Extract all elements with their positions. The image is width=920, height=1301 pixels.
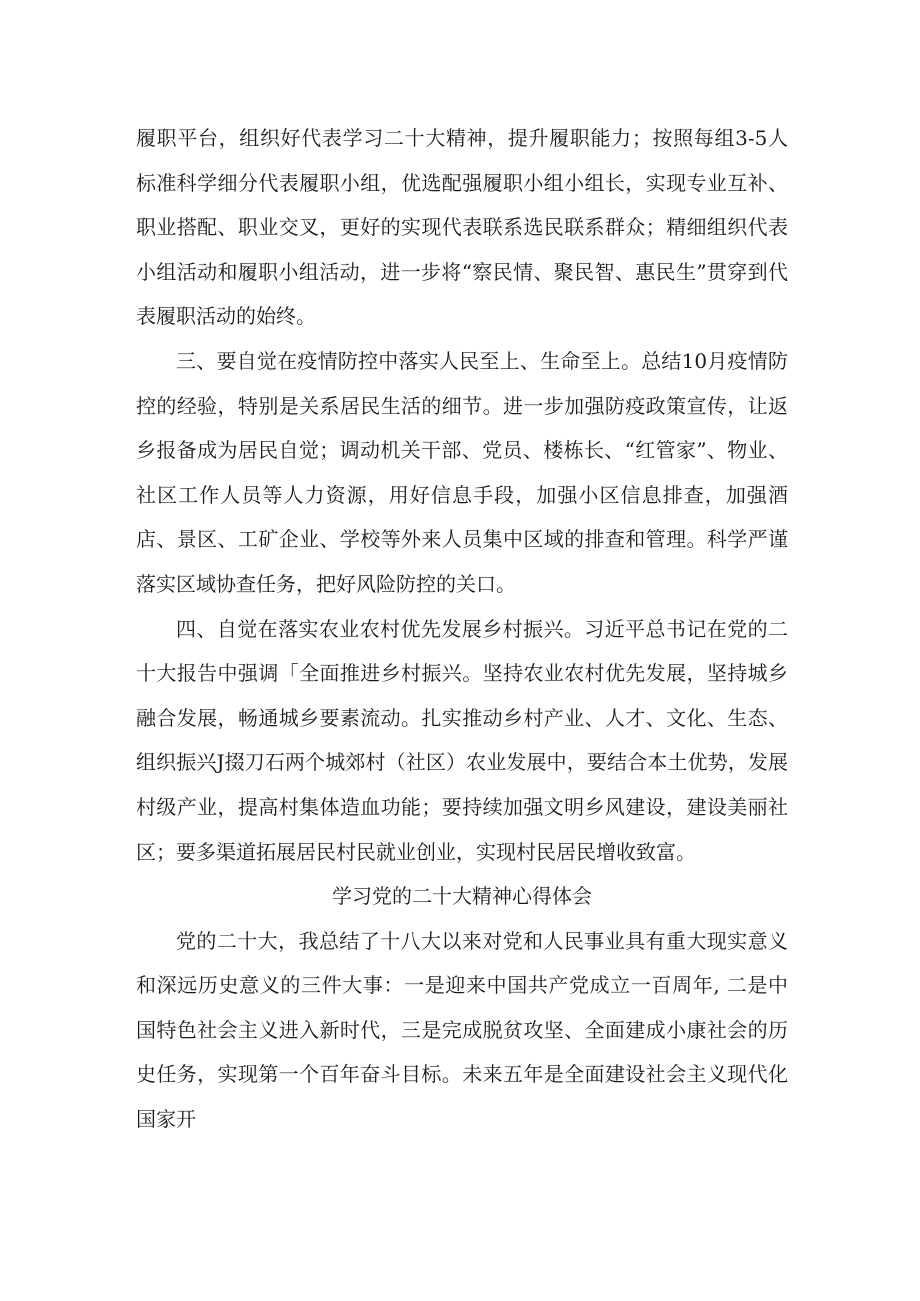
document-page: [136, 116, 788, 1142]
paragraph-rural-revitalization: 四、自觉在落实农业农村优先发展乡村振兴。习近平总书记在党的二十大报告中强调「全面推进乡村振兴。坚持农业农村优先发展，坚持城乡融合发展，畅通城乡要素流动。扎实推动乡村产业、人才、文化、生态、组织振兴J掇刀石两个城郊村（社区）农业发展中，要结合本土优势，发展村级产业，提高村集体造血功能；要持续加强文明乡风建设，建设美丽社区；要多渠道拓展居民村民就业创业，实现村民居民增收致富。: [136, 616, 788, 864]
paragraph-twentieth-congress: 党的二十大，我总结了十八大以来对党和人民事业具有重大现实意义和深远历史意义的三件大事：一是迎来中国共产党成立一百周年, 二是中国特色社会主义进入新时代，三是完成脱贫攻坚、全面建成小康社会的历史任务，实现第一个百年奋斗目标。未来五年是全面建设社会主义现代化国家开: [136, 928, 788, 1132]
paragraph-epidemic-control: 三、要自觉在疫情防控中落实人民至上、生命至上。总结10月疫情防控的经验，特别是关系居民生活的细节。进一步加强防疫政策宣传，让返乡报备成为居民自觉；调动机关干部、党员、楼栋长、“红管家”、物业、社区工作人员等人力资源，用好信息手段，加强小区信息排查，加强酒店、景区、工矿企业、学校等外来人员集中区域的排查和管理。科学严谨落实区域协查任务，把好风险防控的关口。: [136, 348, 788, 596]
paragraph-duty-platform: 履职平台，组织好代表学习二十大精神，提升履职能力；按照每组3-5人标准科学细分代表履职小组，优选配强履职小组小组长，实现专业互补、职业搭配、职业交叉，更好的实现代表联系选民联系群众；精细组织代表小组活动和履职小组活动，进一步将“察民情、聚民智、惠民生”贯穿到代表履职活动的始终。: [136, 126, 788, 329]
section-title: 学习党的二十大精神心得体会: [332, 884, 592, 909]
